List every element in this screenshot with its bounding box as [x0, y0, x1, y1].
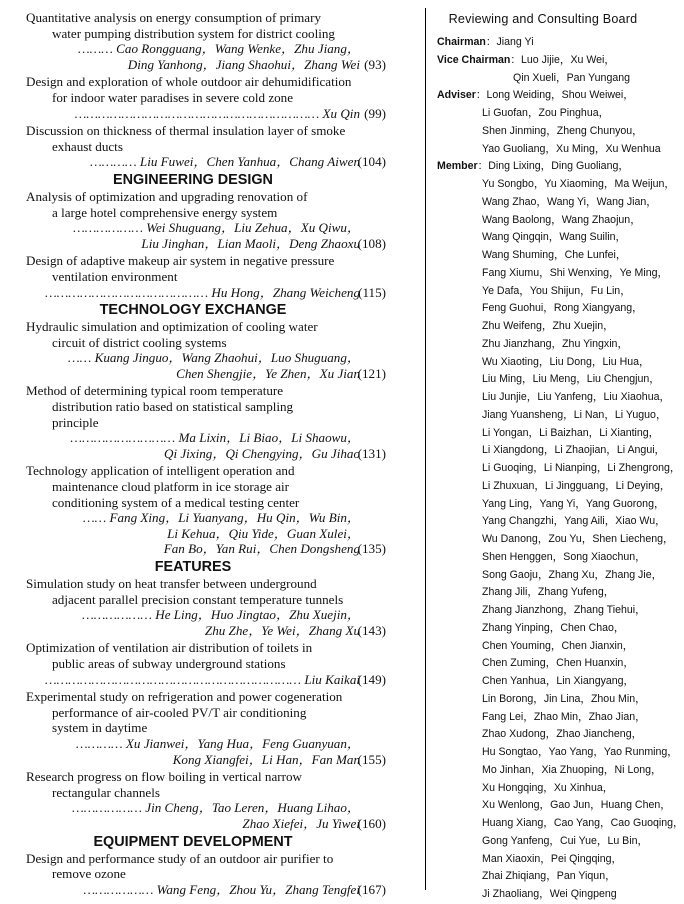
board-member-line: Zhang Jianzhong，Zhang Tiehui， [482, 604, 646, 616]
entry-title-line: remove ozone [52, 866, 126, 882]
entry-authors-line: ……………………………………………………… Xu Qin [74, 105, 360, 121]
board-member-line: Chen Yanhua，Lin Xiangyang， [482, 675, 635, 687]
entry-title-line: Design and exploration of whole outdoor air dehumidification [26, 74, 352, 90]
board-role-label: Chairman [437, 36, 486, 48]
board-role-colon: ： [475, 89, 487, 102]
board-role-colon: ： [510, 53, 521, 66]
board-member-line: Ye Dafa，You Shijun，Fu Lin， [482, 284, 631, 297]
entry-authors-line: ………………………………………………………… Liu Kaikai [44, 671, 360, 687]
toc-entry [26, 576, 386, 638]
entry-authors-line: …… Kuang Jinguo，Wang Zhaohui，Luo Shuguang， [68, 350, 360, 366]
entry-authors-line: ………… Xu Jianwei，Yang Hua，Feng Guanyuan， [76, 735, 360, 751]
entry-title-line: circuit of district cooling systems [52, 334, 227, 350]
table-of-contents [26, 10, 386, 899]
entry-title-line: Design and performance study of an outdoor air purifier to [26, 850, 334, 866]
board-member-line: Wang Qingqin，Wang Suilin， [482, 231, 627, 244]
entry-authors-line: ……………… Wang Feng，Zhou Yu，Zhang Tengfei [83, 881, 360, 897]
entry-authors-line: Liu Jinghan，Lian Maoli，Deng Zhaoxu [141, 235, 360, 251]
board-names: Ding Lixing，Ding Guoliang， [488, 160, 629, 173]
entry-title-line: Simulation study on heat transfer between underground [26, 576, 317, 591]
board-member-line: Huang Xiang，Cao Yang，Cao Guoqing， [482, 817, 684, 829]
board-member-line: Li Guofan，Zou Pinghua， [482, 107, 610, 119]
board-member-line: Li Guoqing，Li Nianping，Li Zhengrong， [482, 462, 681, 474]
entry-title-line: water pumping distribution system for district cooling [52, 25, 335, 41]
board-member-line: Chen Youming，Chen Jianxin， [482, 639, 634, 652]
board-title: Reviewing and Consulting Board [448, 12, 638, 26]
entry-title-line: Hydraulic simulation and optimization of cooling water [26, 319, 318, 335]
toc-entry [26, 851, 386, 898]
entry-authors-line: ……………… He Ling，Huo Jingtao，Zhu Xuejin， [82, 607, 360, 623]
entry-authors-line: Qi Jixing，Qi Chengying，Gu Jihao [163, 445, 360, 461]
board-member-line: Zhai Zhiqiang，Pan Yiqun， [482, 870, 616, 883]
board-member-line: Yao Guoliang，Xu Ming，Xu Wenhua [482, 142, 661, 155]
entry-title-line: public areas of subway underground stations [52, 655, 286, 671]
board-member-line: Liu Ming，Liu Meng，Liu Chengjun， [482, 373, 660, 386]
board-member-line: Wu Xiaoting，Liu Dong，Liu Hua， [482, 355, 650, 368]
entry-authors-line: Zhu Zhe，Ye Wei，Zhang Xu [204, 622, 360, 638]
board-member-line: Man Xiaoxin，Pei Qingqing， [482, 852, 623, 865]
toc-entry [26, 189, 386, 251]
board-member-line: Li Zhuxuan，Li Jingguang，Li Deying， [482, 479, 671, 492]
entry-authors-line: ……………… Jin Cheng，Tao Leren，Huang Lihao， [72, 800, 360, 816]
board-member-line: Wang Baolong，Wang Zhaojun， [482, 213, 641, 226]
reviewing-consulting-board [437, 10, 684, 904]
toc-entry [26, 74, 386, 121]
board-member-line: Wang Shuming，Che Lunfei， [482, 249, 627, 261]
board-member-line: Yu Songbo，Yu Xiaoming，Ma Weijun， [482, 178, 675, 190]
entry-page-number: (131) [357, 445, 386, 461]
board-member-line: Shen Jinming，Zheng Chunyou， [482, 124, 643, 137]
entry-title-line: Method of determining typical room temperature [26, 383, 284, 399]
toc-entry [26, 10, 386, 72]
entry-title-line: Technology application of intelligent operation and [26, 463, 295, 479]
board-member-line: Zhang Jili，Zhang Yufeng， [482, 586, 615, 599]
entry-title-line: maintenance cloud platform in ice storage air [52, 479, 290, 495]
board-member-line: Gong Yanfeng，Cui Yue，Lu Bin， [482, 834, 649, 847]
board-member-line: Xu Wenlong，Gao Jun，Huang Chen， [482, 799, 671, 812]
toc-entry [26, 769, 386, 831]
entry-title-line: distribution ratio based on statistical sampling [52, 399, 294, 415]
board-member-line: Yang Ling，Yang Yi，Yang Guorong， [482, 497, 665, 510]
toc-entry [26, 689, 386, 767]
board-names: Long Weiding，Shou Weiwei， [486, 89, 634, 102]
entry-authors-line: Chen Shengjie，Ye Zhen，Xu Jian [176, 365, 360, 381]
entry-page-number: (155) [357, 751, 386, 767]
board-names: Luo Jijie，Xu Wei， [521, 53, 616, 66]
entry-title-line: performance of air-cooled PV/T air conditioning [52, 704, 307, 720]
entry-authors-line: …………………………………… Hu Hong，Zhang Weicheng [45, 284, 360, 300]
entry-title-line: exhaust ducts [52, 138, 123, 154]
board-member-line: Song Gaoju，Zhang Xu，Zhang Jie， [482, 568, 663, 581]
entry-authors-line: Zhao Xiefei，Ju Yiwei [242, 815, 360, 831]
board-names: Jiang Yi [496, 36, 534, 48]
entry-authors-line: ……… Cao Rongguang，Wang Wenke，Zhu Jiang， [77, 41, 360, 57]
entry-page-number: (93) [364, 56, 386, 72]
entry-authors-line: Ding Yanhong，Jiang Shaohui，Zhang Wei [127, 56, 360, 72]
entry-page-number: (135) [357, 541, 386, 557]
entry-authors-line: Fan Bo，Yan Rui，Chen Dongsheng [163, 541, 360, 557]
board-member-line: Wang Zhao，Wang Yi，Wang Jian， [482, 195, 657, 208]
entry-page-number: (99) [364, 105, 386, 121]
entry-page-number: (160) [357, 815, 386, 831]
entry-title-line: adjacent parallel precision constant temperature tunnels [52, 591, 344, 607]
entry-title-line: ventilation environment [52, 268, 178, 284]
entry-authors-line: Li Kehua，Qiu Yide，Guan Xulei， [167, 525, 360, 541]
entry-title-line: a large hotel comprehensive energy system [52, 204, 278, 220]
section-heading: ENGINEERING DESIGN [113, 171, 273, 188]
board-role-label: Adviser [437, 89, 476, 102]
board-member-line: Zhu Jianzhang，Zhu Yingxin， [482, 337, 629, 350]
board-role-line [437, 34, 649, 52]
board-member-line: Qin Xueli，Pan Yungang [513, 71, 631, 84]
entry-title-line: Experimental study on refrigeration and power cogeneration [26, 689, 343, 705]
toc-entry [26, 383, 386, 461]
board-member-line: Xu Hongqing，Xu Xinhua， [482, 781, 614, 794]
entry-page-number: (115) [358, 284, 386, 300]
board-member-line: Li Yongan，Li Baizhan，Li Xianting， [482, 426, 660, 439]
toc-entry [26, 640, 386, 687]
board-member-line: Jiang Yuansheng，Li Nan，Li Yuguo， [482, 408, 667, 421]
toc-entry [26, 319, 386, 381]
toc-entry [26, 253, 386, 300]
entry-title-line: system in daytime [52, 720, 148, 736]
board-member-line: Zhang Yinping，Chen Chao， [482, 621, 625, 634]
board-member-line: Liu Junjie，Liu Yanfeng，Liu Xiaohua， [482, 391, 671, 403]
board-role-colon: ： [485, 36, 497, 48]
board-member-line: Ji Zhaoliang，Wei Qingpeng [482, 888, 617, 900]
entry-page-number: (167) [357, 881, 386, 897]
board-member-line: Li Xiangdong，Li Zhaojian，Li Angui， [482, 444, 666, 457]
entry-title-line: Discussion on thickness of thermal insulation layer of smoke [26, 123, 346, 139]
entry-title-line: Research progress on flow boiling in vertical narrow [26, 769, 302, 785]
entry-title-line: rectangular channels [52, 784, 160, 800]
section-heading: EQUIPMENT DEVELOPMENT [93, 833, 293, 850]
entry-title-line: conditioning system of a medical testing center [52, 494, 300, 510]
board-member-line: Fang Lei，Zhao Min，Zhao Jian， [482, 710, 646, 723]
toc-entry [26, 463, 386, 557]
board-member-line: Mo Jinhan，Xia Zhuoping，Ni Long， [482, 763, 662, 776]
board-role-line [437, 52, 649, 70]
entry-title-line: Quantitative analysis on energy consumption of primary [26, 10, 322, 25]
entry-page-number: (108) [357, 235, 386, 251]
board-member-line: Yang Changzhi，Yang Aili，Xiao Wu， [482, 515, 666, 528]
board-role-label: Member [437, 160, 478, 173]
board-member-line: Zhao Xudong，Zhao Jiancheng， [482, 728, 643, 741]
board-member-line: Fang Xiumu，Shi Wenxing，Ye Ming， [482, 266, 669, 279]
toc-entry [26, 123, 386, 170]
entry-title-line: Design of adaptive makeup air system in negative pressure [26, 253, 335, 269]
board-member-line: Wu Danong，Zou Yu，Shen Liecheng， [482, 533, 674, 545]
board-member-line: Shen Henggen，Song Xiaochun， [482, 550, 646, 563]
entry-authors-line: …… Fang Xing，Li Yuanyang，Hu Qin，Wu Bin， [82, 510, 360, 526]
board-member-line: Lin Borong，Jin Lina，Zhou Min， [482, 692, 646, 705]
board-member-line: Feng Guohui，Rong Xiangyang， [482, 302, 643, 315]
section-heading: TECHNOLOGY EXCHANGE [99, 302, 287, 319]
entry-title-line: for indoor water paradises in severe cold zone [52, 89, 294, 105]
board-role-line [437, 158, 649, 176]
board-role-colon: ： [477, 160, 489, 173]
section-heading: FEATURES [154, 559, 232, 575]
board-role-line [437, 87, 649, 105]
entry-page-number: (143) [357, 622, 386, 638]
entry-page-number: (121) [357, 365, 386, 381]
entry-authors-line: ……………… Wei Shuguang，Liu Zehua，Xu Qiwu， [73, 220, 360, 236]
entry-title-line: Optimization of ventilation air distribution of toilets in [26, 640, 313, 656]
entry-authors-line: ……………………… Ma Lixin，Li Biao，Li Shaowu， [70, 430, 360, 446]
column-divider [425, 8, 426, 890]
entry-authors-line: Kong Xiangfei，Li Han，Fan Man [172, 751, 360, 767]
board-role-label: Vice Chairman [437, 53, 511, 66]
entry-page-number: (149) [357, 671, 386, 687]
entry-authors-line: ………… Liu Fuwei，Chen Yanhua，Chang Aiwen [90, 154, 360, 170]
entry-page-number: (104) [357, 154, 386, 170]
board-member-line: Hu Songtao，Yao Yang，Yao Runming， [482, 746, 678, 758]
board-member-line: Chen Zuming，Chen Huanxin， [482, 657, 634, 670]
board-member-line: Zhu Weifeng，Zhu Xuejin， [482, 320, 614, 332]
entry-title-line: Analysis of optimization and upgrading renovation of [26, 188, 308, 204]
entry-title-line: principle [52, 414, 99, 430]
